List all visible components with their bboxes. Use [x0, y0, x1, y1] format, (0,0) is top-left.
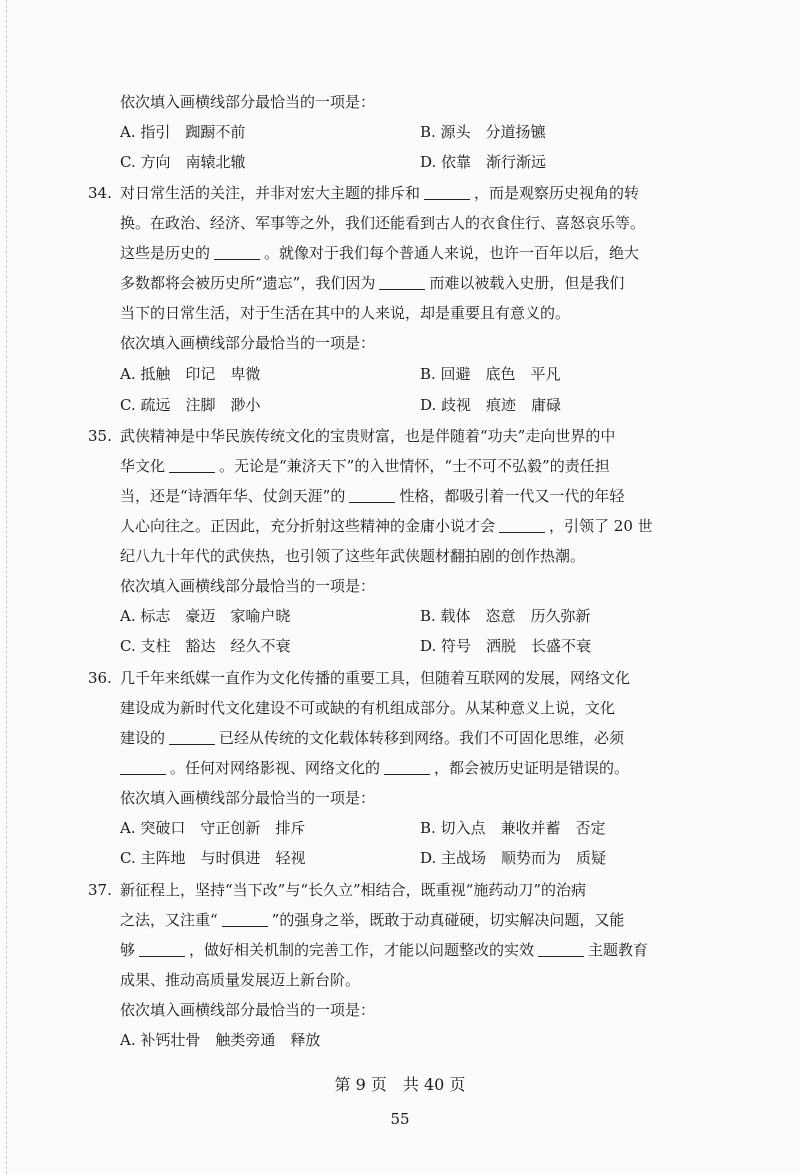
q34-blank-2	[214, 245, 260, 260]
q35-text-line: 武侠精神是中华民族传统文化的宝贵财富，也是伴随着“功夫”走向世界的中	[120, 427, 616, 445]
q34-text-line: 当下的日常生活，对于生活在其中的人来说，却是重要且有意义的。	[120, 304, 571, 322]
q35-number: 35.	[88, 427, 112, 445]
q35-blank-3	[499, 518, 545, 533]
q37-prompt: 依次填入画横线部分最恰当的一项是：	[120, 1001, 376, 1019]
q35-option-b: B. 载体 恣意 历久弥新	[420, 607, 591, 625]
q33-prompt: 依次填入画横线部分最恰当的一项是：	[120, 93, 376, 111]
q36-blank-3	[384, 760, 430, 775]
q34-text-line: 多数都将会被历史所“遗忘”，我们因为 而难以被载入史册，但是我们	[120, 274, 625, 292]
q33-option-a: A. 指引 踟蹰不前	[120, 123, 246, 141]
q36-option-b: B. 切入点 兼收并蓄 否定	[420, 819, 606, 837]
q37-option-a: A. 补钙壮骨 触类旁通 释放	[120, 1031, 321, 1049]
q36-blank-2	[120, 760, 166, 775]
q34-blank-3	[379, 275, 425, 290]
q34-option-b: B. 回避 底色 平凡	[420, 365, 561, 383]
q35-option-c: C. 支柱 豁达 经久不衰	[120, 637, 291, 655]
q34-blank-1	[424, 185, 470, 200]
q36-option-d: D. 主战场 顺势而为 质疑	[420, 849, 607, 867]
q35-blank-1	[169, 458, 215, 473]
page-indicator: 第 9 页 共 40 页	[334, 1075, 466, 1094]
q37-text-line: 够 ，做好相关机制的完善工作，才能以问题整改的实效 主题教育	[120, 941, 649, 959]
q34-option-c: C. 疏远 注脚 渺小	[120, 396, 261, 414]
q37-number: 37.	[88, 881, 112, 899]
q35-text-line: 当，还是“诗酒年华、仗剑天涯”的 性格，都吸引着一代又一代的年轻	[120, 487, 625, 505]
q37-text-line: 新征程上，坚持“当下改”与“长久立”相结合，既重视“施药动刀”的治病	[120, 881, 587, 899]
q34-text-line: 换。在政治、经济、军事等之外，我们还能看到古人的衣食住行、喜怒哀乐等。	[120, 214, 646, 232]
q36-text-line: 几千年来纸媒一直作为文化传播的重要工具，但随着互联网的发展，网络文化	[120, 669, 631, 687]
q36-option-a: A. 突破口 守正创新 排斥	[120, 819, 306, 837]
q35-option-a: A. 标志 豪迈 家喻户晓	[120, 607, 291, 625]
q36-option-c: C. 主阵地 与时俱进 轻视	[120, 849, 306, 867]
q34-prompt: 依次填入画横线部分最恰当的一项是：	[120, 334, 376, 352]
q34-option-d: D. 歧视 痕迹 庸碌	[420, 396, 562, 414]
q33-option-b: B. 源头 分道扬镳	[420, 123, 546, 141]
q35-text-line: 纪八九十年代的武侠热，也引领了这些年武侠题材翻拍剧的创作热潮。	[120, 547, 586, 565]
q36-text-line: 。任何对网络影视、网络文化的 ，都会被历史证明是错误的。	[120, 758, 730, 778]
q35-blank-2	[349, 488, 395, 503]
q35-prompt: 依次填入画横线部分最恰当的一项是：	[120, 577, 376, 595]
q35-option-d: D. 符号 洒脱 长盛不衰	[420, 637, 592, 655]
q37-blank-3	[538, 942, 584, 957]
q37-text-line: 之法，又注重“ ”的强身之举，既敢于动真碰硬，切实解决问题，又能	[120, 911, 625, 929]
q34-text-line: 对日常生活的关注，并非对宏大主题的排斥和 ，而是观察历史视角的转	[120, 184, 640, 202]
q37-blank-2	[139, 942, 185, 957]
q33-option-c: C. 方向 南辕北辙	[120, 153, 246, 171]
page-number: 55	[390, 1110, 410, 1128]
q36-number: 36.	[88, 669, 112, 687]
q35-text-line: 华文化 。无论是“兼济天下”的入世情怀，“士不可不弘毅”的责任担	[120, 457, 610, 475]
q35-text-line: 人心向往之。正因此，充分折射这些精神的金庸小说才会 ，引领了 20 世	[120, 517, 653, 535]
q36-text-line: 建设的 已经从传统的文化载体转移到网络。我们不可固化思维，必须	[120, 729, 625, 747]
q36-prompt: 依次填入画横线部分最恰当的一项是：	[120, 789, 376, 807]
q34-text-line: 这些是历史的 。就像对于我们每个普通人来说，也许一百年以后，绝大	[120, 244, 640, 262]
q37-blank-1	[222, 912, 268, 927]
q36-text-line: 建设成为新时代文化建设不可或缺的有机组成部分。从某种意义上说，文化	[120, 699, 616, 717]
q37-text-line: 成果、推动高质量发展迈上新台阶。	[120, 971, 361, 989]
q36-blank-1	[169, 730, 215, 745]
q33-option-d: D. 依靠 渐行渐远	[420, 153, 547, 171]
q34-number: 34.	[88, 184, 112, 202]
q34-option-a: A. 抵触 印记 卑微	[120, 365, 261, 383]
